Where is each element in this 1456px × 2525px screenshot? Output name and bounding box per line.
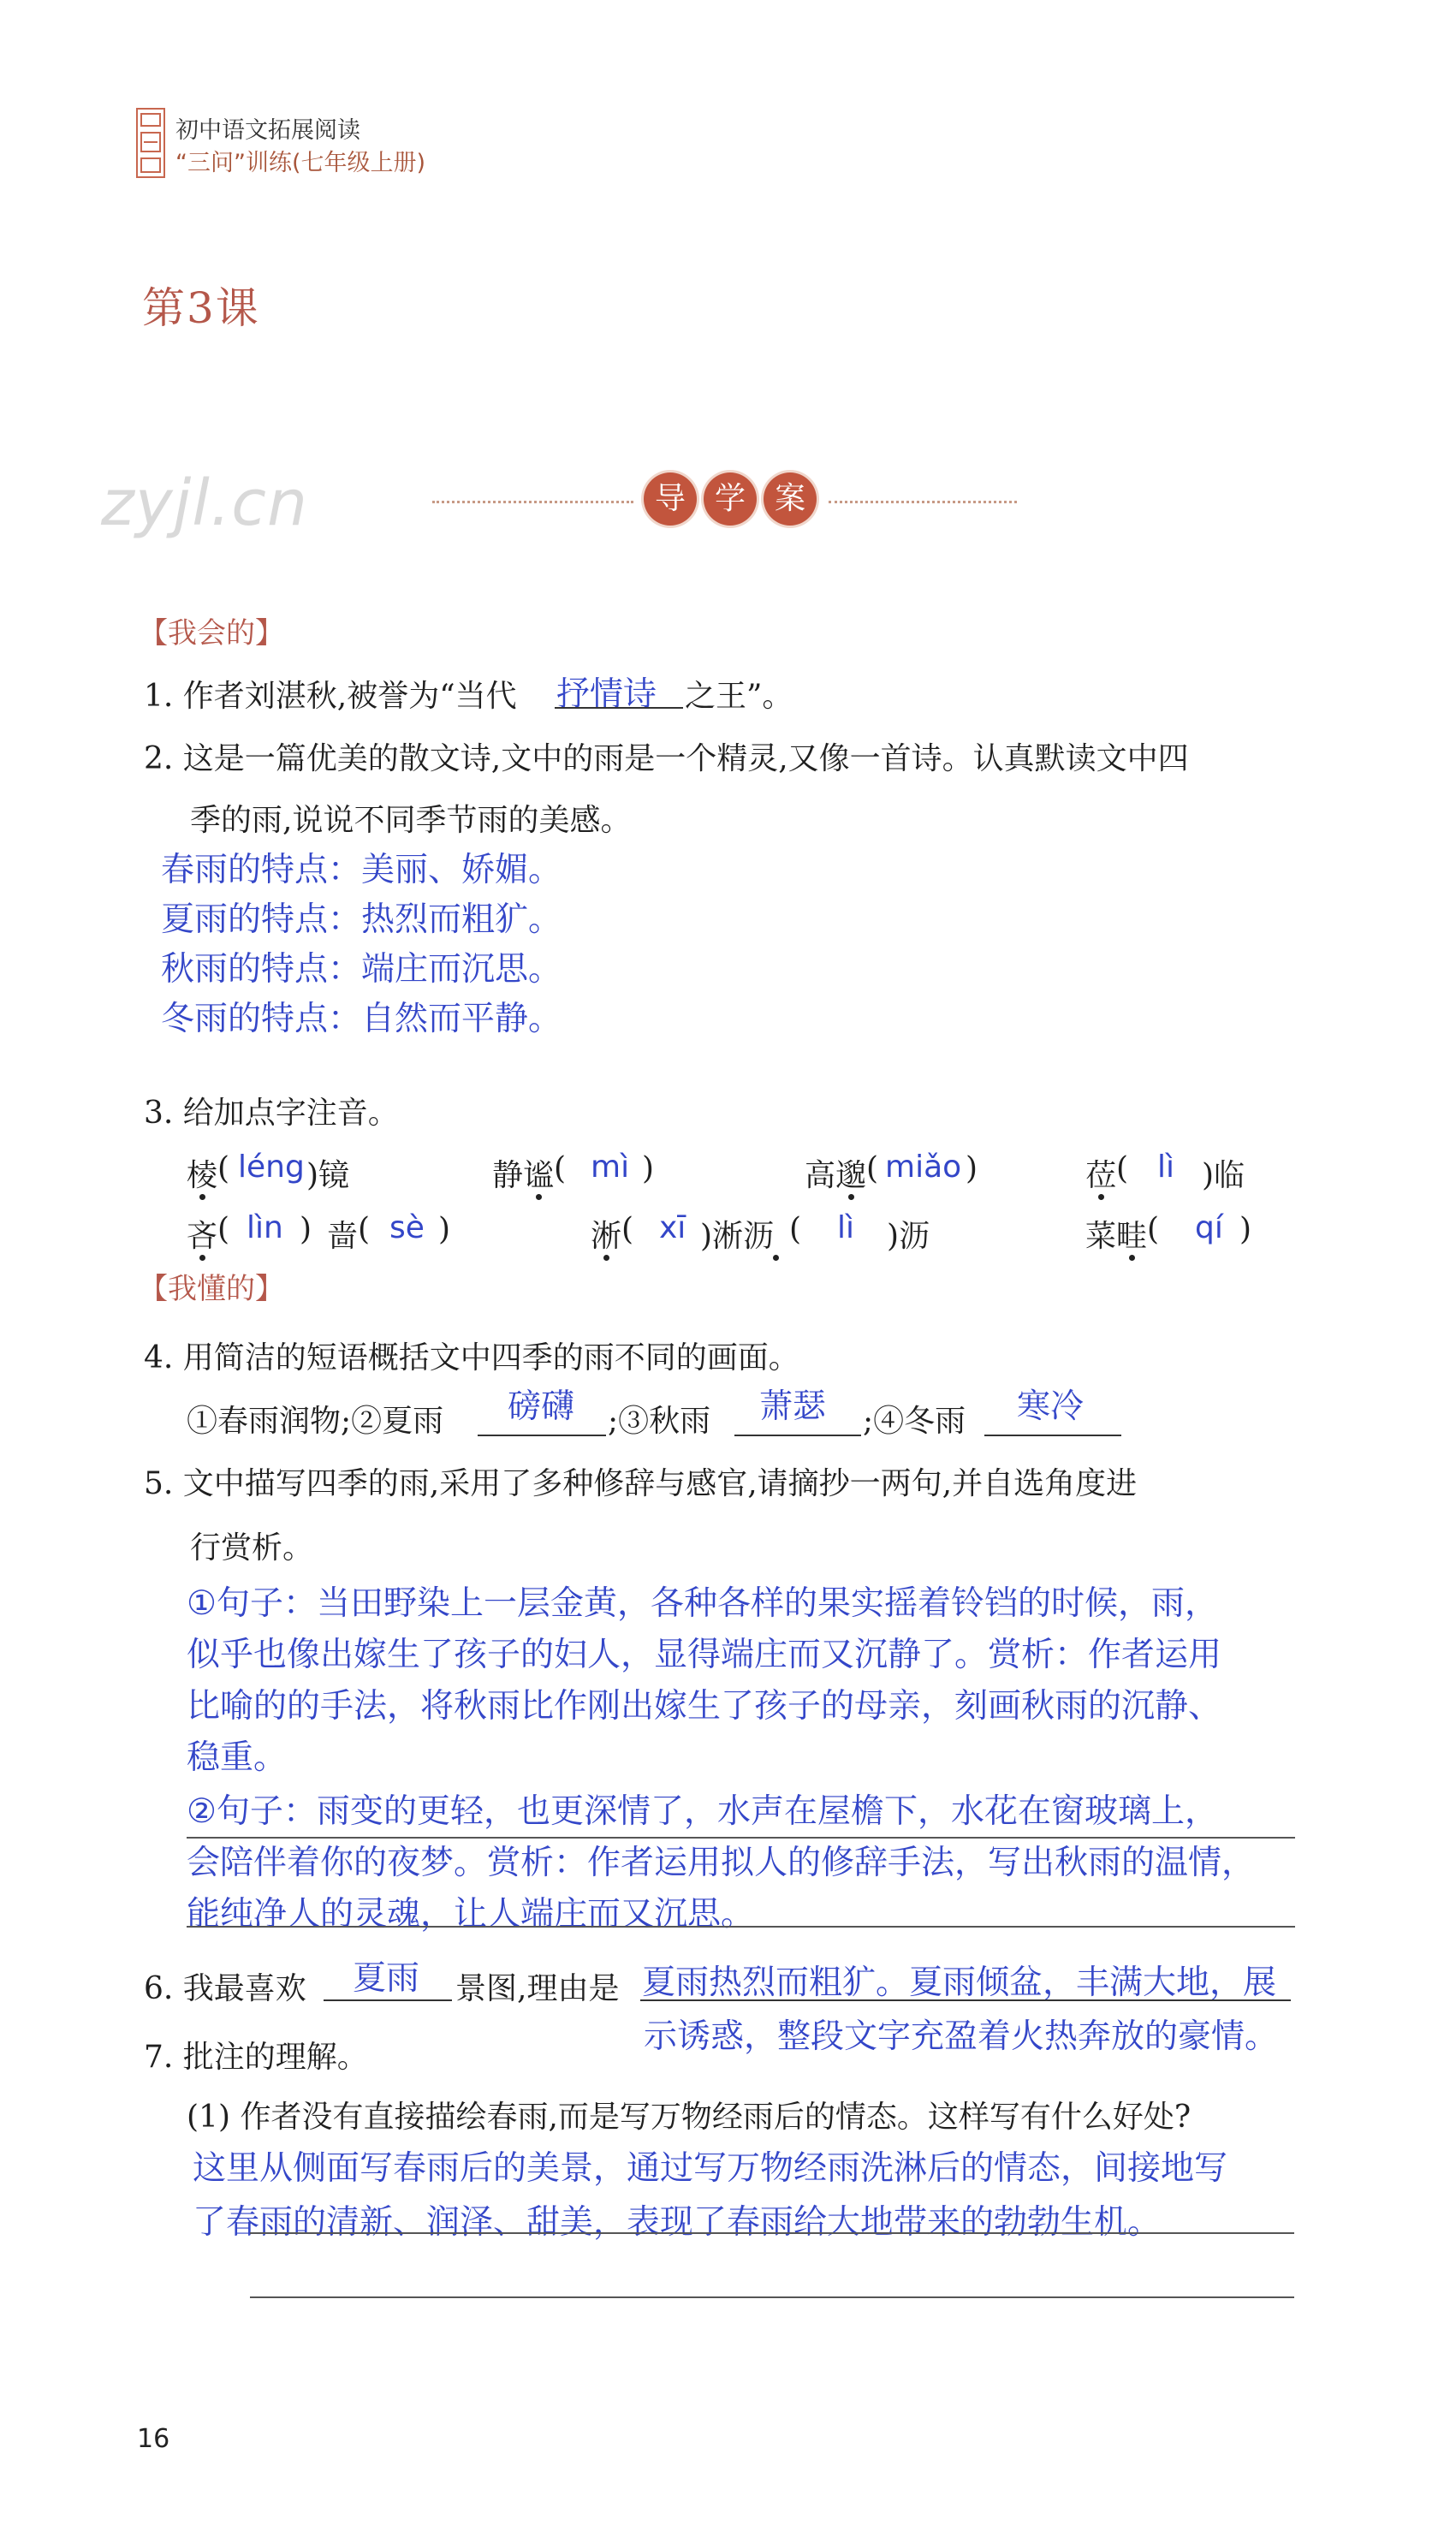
q3-pinyin-xi: xī — [659, 1210, 686, 1245]
banner-left-divider — [432, 501, 633, 503]
q3-paren-close: ) — [1239, 1212, 1252, 1247]
emphasis-dot — [1098, 1194, 1104, 1200]
q4-blank-3 — [984, 1435, 1121, 1436]
emphasis-dot — [603, 1255, 609, 1261]
q1-text-after: 之王”。 — [685, 679, 793, 714]
q2-line-1: 2. 这是一篇优美的散文诗,文中的雨是一个精灵,又像一首诗。认真默读文中四 — [144, 741, 1189, 776]
q1-text-before: 1. 作者刘湛秋,被誉为“当代 — [144, 679, 517, 714]
q3-paren-open: ( — [358, 1212, 371, 1247]
q4-blank-1 — [478, 1435, 606, 1436]
q5-line-1: 5. 文中描写四季的雨,采用了多种修辞与感官,请摘抄一两句,并自选角度进 — [144, 1466, 1138, 1501]
emphasis-dot — [536, 1194, 542, 1200]
q7-prompt: 7. 批注的理解。 — [144, 2040, 368, 2075]
q4-answer-autumn: 萧瑟 — [759, 1387, 827, 1426]
book-subtitle: “三问”训练(七年级上册) — [175, 150, 426, 176]
banner-badge-3: 案 — [764, 472, 817, 526]
q5-answer-line: 似乎也像出嫁生了孩子的妇人，显得端庄而又沉静了。赏析：作者运用 — [187, 1636, 1222, 1674]
q2-answer-summer: 夏雨的特点：热烈而粗犷。 — [161, 900, 562, 939]
q3-paren-open: ( — [621, 1212, 634, 1247]
emphasis-dot — [773, 1255, 779, 1261]
section-heading-understand: 【我懂的】 — [139, 1272, 284, 1306]
page-number: 16 — [137, 2424, 170, 2454]
q4-prompt: 4. 用简洁的短语概括文中四季的雨不同的画面。 — [144, 1340, 799, 1375]
emphasis-dot — [199, 1194, 205, 1200]
q3-paren-close: )镜 — [306, 1158, 350, 1193]
q2-answer-winter: 冬雨的特点：自然而平静。 — [161, 1000, 562, 1038]
q3-word-leng: 棱 — [187, 1158, 218, 1193]
q3-paren-open: ( — [866, 1151, 879, 1186]
q5-answer-line: 稳重。 — [187, 1738, 288, 1777]
lesson-title: 第3课 — [142, 283, 260, 333]
q5-answer-line: 会陪伴着你的夜梦。赏析：作者运用拟人的修辞手法，写出秋雨的温情， — [187, 1844, 1256, 1882]
q6-blank-1 — [324, 1999, 452, 2001]
q3-paren-close: ) — [642, 1151, 655, 1186]
q3-paren-close: ) — [966, 1151, 978, 1186]
q3-paren-close: ) — [438, 1212, 451, 1247]
q2-line-2: 季的雨,说说不同季节雨的美感。 — [190, 803, 632, 838]
q6-reason-line-2: 示诱惑，整段文字充盈着火热奔放的豪情。 — [644, 2017, 1279, 2056]
q3-word-miao: 高邈 — [805, 1158, 867, 1193]
section-heading-know: 【我会的】 — [139, 616, 284, 651]
q4-part1: ①春雨润物;②夏雨 — [187, 1404, 444, 1439]
q7-answer-line: 这里从侧面写春雨后的美景，通过写万物经雨洗淋后的情态，间接地写 — [193, 2149, 1228, 2188]
q2-answer-autumn: 秋雨的特点：端庄而沉思。 — [161, 950, 562, 989]
q5-answer-line: ②句子：雨变的更轻，也更深情了，水声在屋檐下，水花在窗玻璃上， — [187, 1792, 1218, 1831]
q5-answer-line: 比喻的的手法，将秋雨比作刚出嫁生了孩子的母亲，刻画秋雨的沉静、 — [187, 1687, 1222, 1726]
q5-answer-line: 能纯净人的灵魂，让人端庄而又沉思。 — [187, 1895, 755, 1934]
q3-paren-open: ( — [217, 1212, 230, 1247]
q3-pinyin-se: sè — [389, 1210, 425, 1245]
q3-paren-close: )淅沥 — [700, 1219, 775, 1254]
q3-paren-open: ( — [554, 1151, 567, 1186]
q3-pinyin-miao: miǎo — [885, 1150, 962, 1185]
q3-pinyin-lin: lìn — [247, 1210, 283, 1245]
q3-paren-open: ( — [1116, 1151, 1129, 1186]
q3-pinyin-li: lì — [1157, 1150, 1175, 1185]
q6-blank-2 — [640, 1999, 1291, 2001]
q5-ruled-line — [187, 1837, 1295, 1839]
q3-word-qi: 菜畦 — [1085, 1219, 1148, 1254]
q3-paren-open: ( — [789, 1212, 802, 1247]
banner-badge-1: 导 — [644, 472, 697, 526]
q3-paren-close: ) — [300, 1212, 312, 1247]
q3-paren-open: ( — [217, 1151, 230, 1186]
q7-ruled-line — [250, 2296, 1294, 2298]
q3-pinyin-mi: mì — [591, 1150, 630, 1185]
emphasis-dot — [848, 1194, 854, 1200]
q6-answer-season: 夏雨 — [353, 1959, 420, 1998]
q1-blank — [555, 707, 683, 709]
q3-paren-close: )沥 — [887, 1219, 930, 1254]
book-title: 初中语文拓展阅读 — [175, 117, 360, 144]
q3-paren-open: ( — [1147, 1212, 1160, 1247]
q4-answer-winter: 寒冷 — [1017, 1387, 1085, 1426]
q3-pinyin-leng: léng — [238, 1150, 305, 1185]
banner-right-divider — [829, 501, 1017, 503]
q5-line-2: 行赏析。 — [190, 1530, 314, 1566]
emphasis-dot — [199, 1255, 205, 1261]
book-logo-icon — [135, 107, 166, 179]
watermark: zyjl.cn — [101, 466, 308, 540]
banner-badge-2: 学 — [704, 472, 757, 526]
q6-reason-line-1: 夏雨热烈而粗犷。夏雨倾盆，丰满大地，展 — [642, 1964, 1277, 2002]
q7-sub-question-1: (1) 作者没有直接描绘春雨,而是写万物经雨后的情态。这样写有什么好处? — [187, 2100, 1192, 2135]
q3-pinyin-li-2: lì — [837, 1210, 855, 1245]
q2-answer-spring: 春雨的特点：美丽、娇媚。 — [161, 851, 562, 889]
q5-answer-line: ①句子：当田野染上一层金黄，各种各样的果实摇着铃铛的时候，雨， — [187, 1584, 1218, 1623]
q1-answer: 抒情诗 — [556, 675, 657, 714]
q3-prompt: 3. 给加点字注音。 — [144, 1096, 399, 1131]
emphasis-dot — [1129, 1255, 1135, 1261]
q3-word-mi: 静谧 — [492, 1158, 555, 1193]
q3-paren-close: )临 — [1202, 1158, 1245, 1193]
q4-part2: ;③秋雨 — [608, 1404, 711, 1439]
q4-part3: ;④冬雨 — [863, 1404, 966, 1439]
q4-answer-summer: 磅礴 — [508, 1387, 575, 1426]
q3-word-lin: 吝 — [187, 1219, 218, 1254]
q4-blank-2 — [734, 1435, 861, 1436]
q6-part1: 6. 我最喜欢 — [144, 1971, 306, 2006]
q3-word-xi: 淅 — [591, 1219, 622, 1254]
q6-part2: 景图,理由是 — [455, 1971, 620, 2006]
q3-word-se: 啬 — [327, 1219, 359, 1254]
q3-pinyin-qi: qí — [1195, 1210, 1223, 1245]
q7-answer-line: 了春雨的清新、润泽、甜美，表现了春雨给大地带来的勃勃生机。 — [193, 2203, 1162, 2242]
q7-ruled-line — [250, 2232, 1294, 2234]
q3-word-li: 莅 — [1085, 1158, 1117, 1193]
q5-ruled-line — [187, 1926, 1295, 1928]
